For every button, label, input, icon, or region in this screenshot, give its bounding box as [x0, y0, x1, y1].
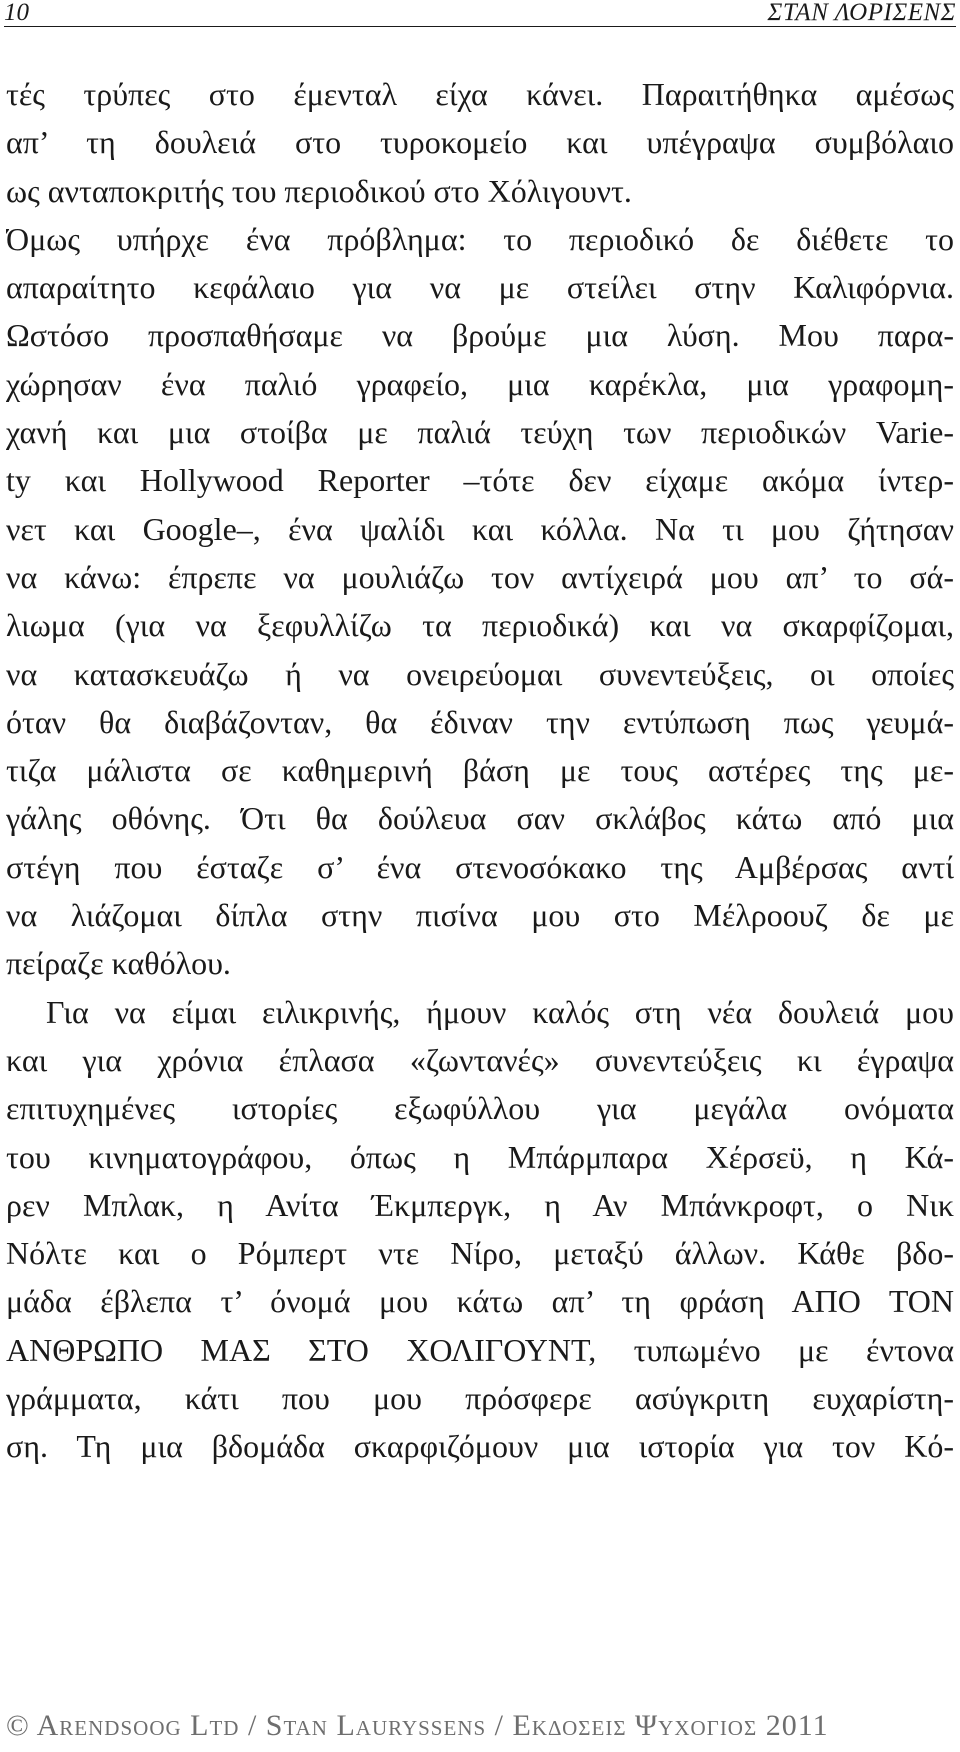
text-line: απαραίτητο κεφάλαιο για να με στείλει στην Καλιφόρνια. [6, 269, 954, 306]
running-title: ΣΤΑΝ ΛΟΡΙΣΕΝΣ [767, 0, 956, 26]
text-line: να κάνω: έπρεπε να μουλιάζω τον αντίχειρά μου απ’ το σά- [6, 558, 954, 595]
text-line: στέγη που έσταζε σ’ ένα στενοσόκακο της Αμβέρσας αντί [6, 848, 954, 885]
text-line: χανή και μια στοίβα με παλιά τεύχη των περιοδικών Varie- [6, 414, 954, 451]
copyright-footer: © Arendsoog Ltd / Stan Lauryssens / Εκδοσεις Ψυχογιος 2011 [6, 1709, 829, 1742]
text-line: γάλης οθόνης. Ότι θα δούλευα σαν σκλάβος κάτω από μια [6, 800, 954, 837]
text-line: όταν θα διαβάζονταν, θα έδιναν την εντύπωση πως γευμά- [6, 703, 954, 740]
text-line: χώρησαν ένα παλιό γραφείο, μια καρέκλα, μια γραφομη- [6, 365, 954, 402]
page-number: 10 [4, 0, 29, 26]
text-line: μάδα έβλεπα τ’ όνομά μου κάτω απ’ τη φράση ΑΠΟ ΤΟΝ [6, 1283, 954, 1320]
text-line: Ωστόσο προσπαθήσαμε να βρούμε μια λύση. Μου παρα- [6, 317, 954, 354]
running-head [4, 0, 956, 27]
text-line: Για να είμαι ειλικρινής, ήμουν καλός στη νέα δουλειά μου [46, 993, 954, 1030]
text-line: Νόλτε και ο Ρόμπερτ ντε Νίρο, μεταξύ άλλων. Κάθε βδο- [6, 1235, 954, 1272]
text-line: να κατασκευάζω ή να ονειρεύομαι συνεντεύξεις, οι οποίες [6, 655, 954, 692]
text-line: πείραζε καθόλου. [6, 945, 231, 982]
text-line: και για χρόνια έπλασα «ζωντανές» συνεντεύξεις κι έγραψα [6, 1041, 954, 1078]
text-line: επιτυχημένες ιστορίες εξωφύλλου για μεγάλα ονόματα [6, 1090, 954, 1127]
text-line: ty και Hollywood Reporter –τότε δεν είχαμε ακόμα ίντερ- [6, 462, 954, 499]
text-line: τές τρύπες στο έμενταλ είχα κάνει. Παραιτήθηκα αμέσως [6, 76, 954, 112]
text-line: απ’ τη δουλειά στο τυροκομείο και υπέγραψα συμβόλαιο [6, 124, 954, 161]
text-line: ως ανταποκριτής του περιοδικού στο Χόλιγουντ. [6, 172, 632, 209]
text-line: Όμως υπήρχε ένα πρόβλημα: το περιοδικό δε διέθετε το [6, 220, 954, 257]
text-line: λιωμα (για να ξεφυλλίζω τα περιοδικά) και να σκαρφίζομαι, [6, 607, 954, 644]
text-line: να λιάζομαι δίπλα στην πισίνα μου στο Μέλροουζ δε με [6, 897, 954, 934]
text-line: ΑΝΘΡΩΠΟ ΜΑΣ ΣΤΟ ΧΟΛΙΓΟΥΝΤ, τυπωμένο με έντονα [6, 1331, 954, 1368]
text-line: ρεν Μπλακ, η Ανίτα Έκμπεργκ, η Αν Μπάνκροφτ, ο Νικ [6, 1186, 954, 1223]
text-line: τιζα μάλιστα σε καθημερινή βάση με τους αστέρες της με- [6, 752, 954, 789]
text-line: νετ και Google–, ένα ψαλίδι και κόλλα. Να τι μου ζήτησαν [6, 510, 954, 547]
text-line: ση. Τη μια βδομάδα σκαρφιζόμουν μια ιστορία για τον Κό- [6, 1428, 954, 1465]
text-line: γράμματα, κάτι που μου πρόσφερε ασύγκριτη ευχαρίστη- [6, 1380, 954, 1417]
body-text [6, 70, 954, 1471]
text-line: του κινηματογράφου, όπως η Μπάρμπαρα Χέρσεϋ, η Κά- [6, 1138, 954, 1175]
